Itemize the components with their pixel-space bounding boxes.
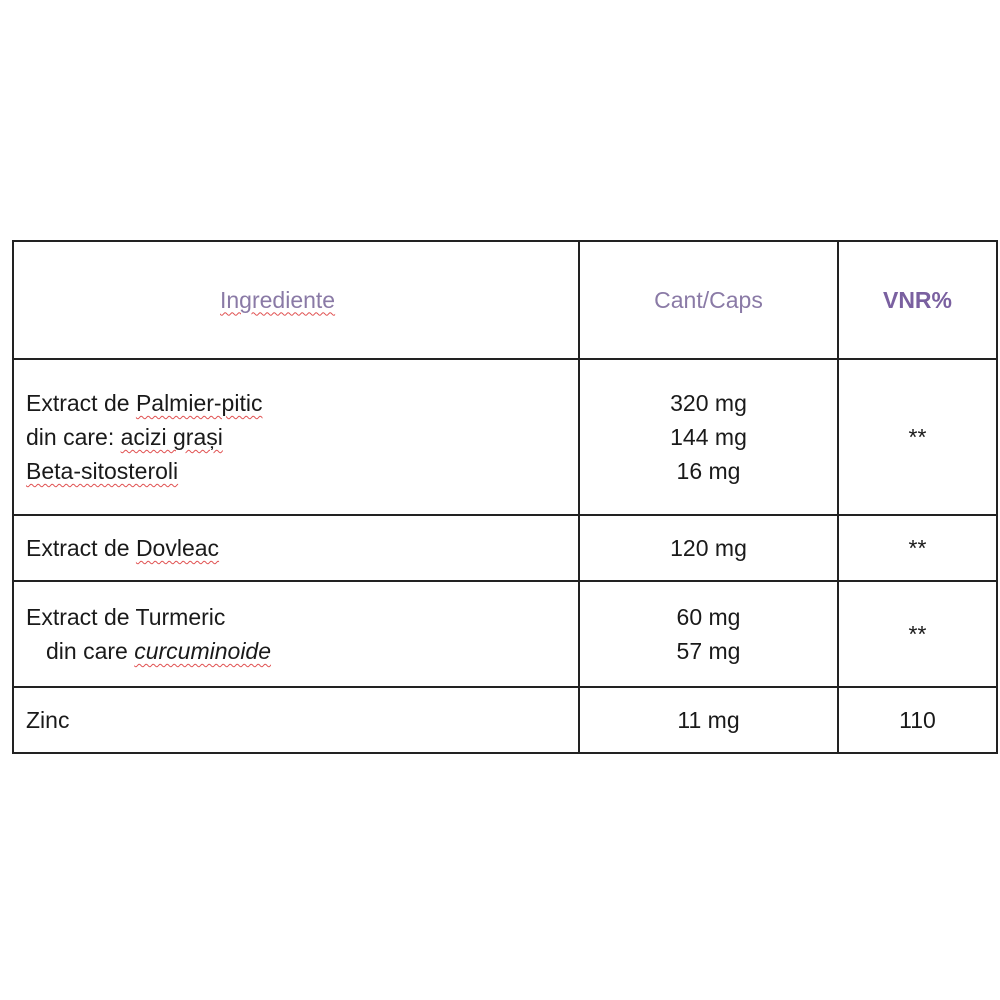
ingredient-line [26,703,578,737]
ingredient-cell [13,515,579,581]
vnr-cell: ** [838,581,997,687]
table-row [13,359,997,515]
ingredient-name: Dovleac [135,535,220,561]
header-quantity: Cant/Caps [579,241,838,359]
quantity-value: 11 mg [677,707,740,733]
vnr-cell: 110 [838,687,997,753]
vnr-cell: ** [838,515,997,581]
quantity-value: 60 mg [676,604,741,630]
ingredient-text: din care: [26,424,121,450]
quantity-cell [579,359,838,515]
header-vnr: VNR% [838,241,997,359]
ingredient-line [26,600,578,634]
quantity-value: 320 mg [670,390,747,416]
ingredient-text: din care [46,638,135,664]
ingredient-text: Extract de [26,390,136,416]
ingredients-table-container [12,240,996,754]
ingredient-line [26,634,578,668]
ingredient-text: Zinc [26,707,70,733]
quantity-cell [579,687,838,753]
ingredient-name: acizi grași [120,424,223,450]
table-row [13,687,997,753]
quantity-value: 144 mg [670,424,747,450]
ingredient-text: Extract de [26,535,136,561]
ingredient-cell [13,359,579,515]
ingredient-line [26,386,578,420]
quantity-value: 120 mg [670,535,747,561]
ingredient-line [26,531,578,565]
ingredient-name: Beta-sitosteroli [26,458,179,484]
ingredient-line [26,454,578,488]
ingredient-line [26,420,578,454]
ingredient-name: Palmier-pitic [135,390,263,416]
table-header-row [13,241,997,359]
ingredient-cell [13,687,579,753]
ingredients-table [12,240,998,754]
quantity-cell [579,581,838,687]
quantity-cell [579,515,838,581]
table-row [13,515,997,581]
quantity-value: 16 mg [676,458,741,484]
table-row [13,581,997,687]
vnr-cell: ** [838,359,997,515]
ingredient-text: Extract de Turmeric [26,604,226,630]
quantity-value: 57 mg [676,638,741,664]
header-ingredient-label: Ingrediente [220,286,336,313]
ingredient-cell [13,581,579,687]
ingredient-name: curcuminoide [134,638,272,664]
header-ingredient [13,241,579,359]
